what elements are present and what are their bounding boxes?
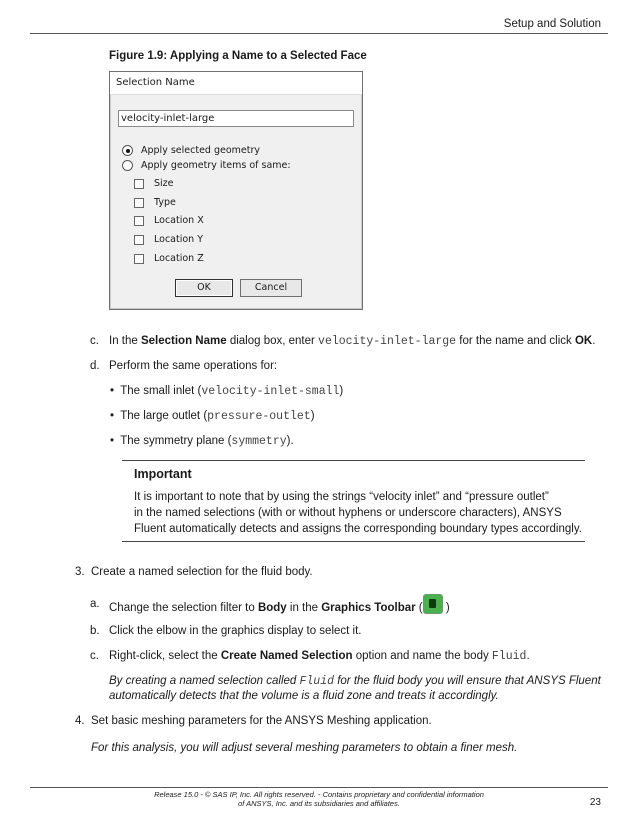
text: . — [592, 335, 596, 347]
important-bottom-rule — [122, 541, 585, 542]
step-d-label: d. — [90, 360, 100, 372]
ok-button[interactable]: OK — [175, 279, 233, 297]
text: In the — [109, 335, 141, 347]
radio-apply-same[interactable] — [122, 160, 291, 171]
bold-text: OK — [574, 335, 593, 347]
bold-text: Body — [257, 602, 287, 615]
radio-apply-selected-label: Apply selected geometry — [141, 145, 261, 156]
radio-icon — [122, 160, 133, 171]
bold-text: Graphics Toolbar — [321, 602, 416, 615]
text: ) — [310, 410, 315, 422]
bold-text: Selection Name — [140, 335, 227, 347]
text: for the fluid body you will ensure that ANSYS Fluent — [334, 675, 601, 687]
bullet-item — [110, 435, 294, 448]
code-text: velocity-inlet-large — [318, 335, 457, 348]
step-3c-note — [109, 675, 601, 688]
radio-selected-icon — [122, 145, 133, 156]
text: ) — [339, 385, 344, 397]
important-top-rule — [122, 460, 585, 461]
name-input[interactable]: velocity-inlet-large — [118, 110, 354, 127]
selection-name-dialog — [109, 71, 363, 310]
step-4-text: Set basic meshing parameters for the ANSYS Meshing application. — [91, 715, 432, 727]
bullet-item — [110, 385, 343, 398]
code-text: Fluid — [299, 675, 335, 688]
text: in the — [286, 602, 322, 615]
checkbox-icon — [134, 198, 144, 208]
figure-title: Figure 1.9: Applying a Name to a Selected Face — [109, 50, 367, 62]
radio-apply-same-label: Apply geometry items of same: — [141, 160, 291, 171]
bullet-item — [110, 410, 315, 423]
step-c-label: c. — [90, 335, 99, 347]
code-text: pressure-outlet — [207, 410, 311, 423]
checkbox-icon — [134, 216, 144, 226]
step-3c-note-line2: automatically detects that the volume is a fluid zone and treats it accordingly. — [109, 690, 499, 702]
text: The small inlet ( — [120, 385, 202, 397]
checkbox-label: Type — [154, 197, 176, 208]
footer-line: of ANSYS, Inc. and its subsidiaries and affiliates. — [238, 799, 400, 808]
important-line: Fluent automatically detects and assigns the corresponding boundary types accordingly. — [134, 523, 582, 535]
step-3c-label: c. — [90, 650, 99, 662]
checkbox-type[interactable] — [134, 197, 176, 208]
checkbox-label: Location Z — [154, 253, 204, 264]
code-text: Fluid — [491, 650, 527, 663]
checkbox-label: Size — [154, 178, 174, 189]
bold-text: Create Named Selection — [220, 650, 353, 662]
text: ( — [415, 602, 423, 615]
checkbox-icon — [134, 179, 144, 189]
text: The large outlet ( — [120, 410, 208, 422]
checkbox-label: Location X — [154, 215, 204, 226]
radio-apply-selected[interactable] — [122, 145, 260, 156]
checkbox-location-z[interactable] — [134, 253, 204, 264]
step-3-text: Create a named selection for the fluid body. — [91, 566, 313, 578]
step-c-text — [109, 335, 595, 348]
text: Change the selection filter to — [109, 602, 258, 615]
footer-rule — [30, 787, 608, 788]
step-3a-label: a. — [90, 598, 100, 610]
page-number: 23 — [589, 797, 601, 808]
step-4-note: For this analysis, you will adjust several meshing parameters to obtain a finer mesh. — [91, 742, 518, 754]
footer-line: Release 15.0 - © SAS IP, Inc. All rights reserved. - Contains proprietary and confidential information — [154, 790, 484, 799]
text: The symmetry plane ( — [120, 435, 232, 447]
dialog-title: Selection Name — [110, 72, 362, 95]
step-3-label: 3. — [75, 566, 85, 578]
checkbox-location-y[interactable] — [134, 234, 203, 245]
running-header: Setup and Solution — [503, 18, 601, 30]
code-text: velocity-inlet-small — [201, 385, 340, 398]
text: . — [526, 650, 530, 662]
body-select-icon — [423, 594, 443, 614]
step-3b-text: Click the elbow in the graphics display to select it. — [109, 625, 362, 637]
step-3b-label: b. — [90, 625, 100, 637]
step-d-text: Perform the same operations for: — [109, 360, 278, 372]
text: ) — [442, 602, 450, 615]
cancel-button[interactable]: Cancel — [240, 279, 302, 297]
text: By creating a named selection called — [109, 675, 300, 687]
bullet: • — [110, 385, 115, 397]
step-3c-text — [109, 650, 530, 663]
step-4-label: 4. — [75, 715, 85, 727]
bullet: • — [110, 435, 115, 447]
code-text: symmetry — [231, 435, 287, 448]
checkbox-size[interactable] — [134, 178, 174, 189]
checkbox-location-x[interactable] — [134, 215, 204, 226]
checkbox-icon — [134, 254, 144, 264]
important-line: in the named selections (with or without hyphens or underscore characters), ANSYS — [134, 507, 562, 519]
checkbox-icon — [134, 235, 144, 245]
text: for the name and click — [456, 335, 575, 347]
checkbox-label: Location Y — [154, 234, 204, 245]
step-3a-text — [109, 598, 450, 618]
important-line: It is important to note that by using the strings “velocity inlet” and “pressure outlet” — [134, 491, 549, 503]
text: option and name the body — [352, 650, 492, 662]
important-title: Important — [134, 467, 192, 481]
text: Right-click, select the — [109, 650, 221, 662]
text: ). — [286, 435, 294, 447]
header-rule — [30, 33, 608, 34]
footer-text — [0, 790, 638, 808]
text: dialog box, enter — [226, 335, 319, 347]
bullet: • — [110, 410, 115, 422]
